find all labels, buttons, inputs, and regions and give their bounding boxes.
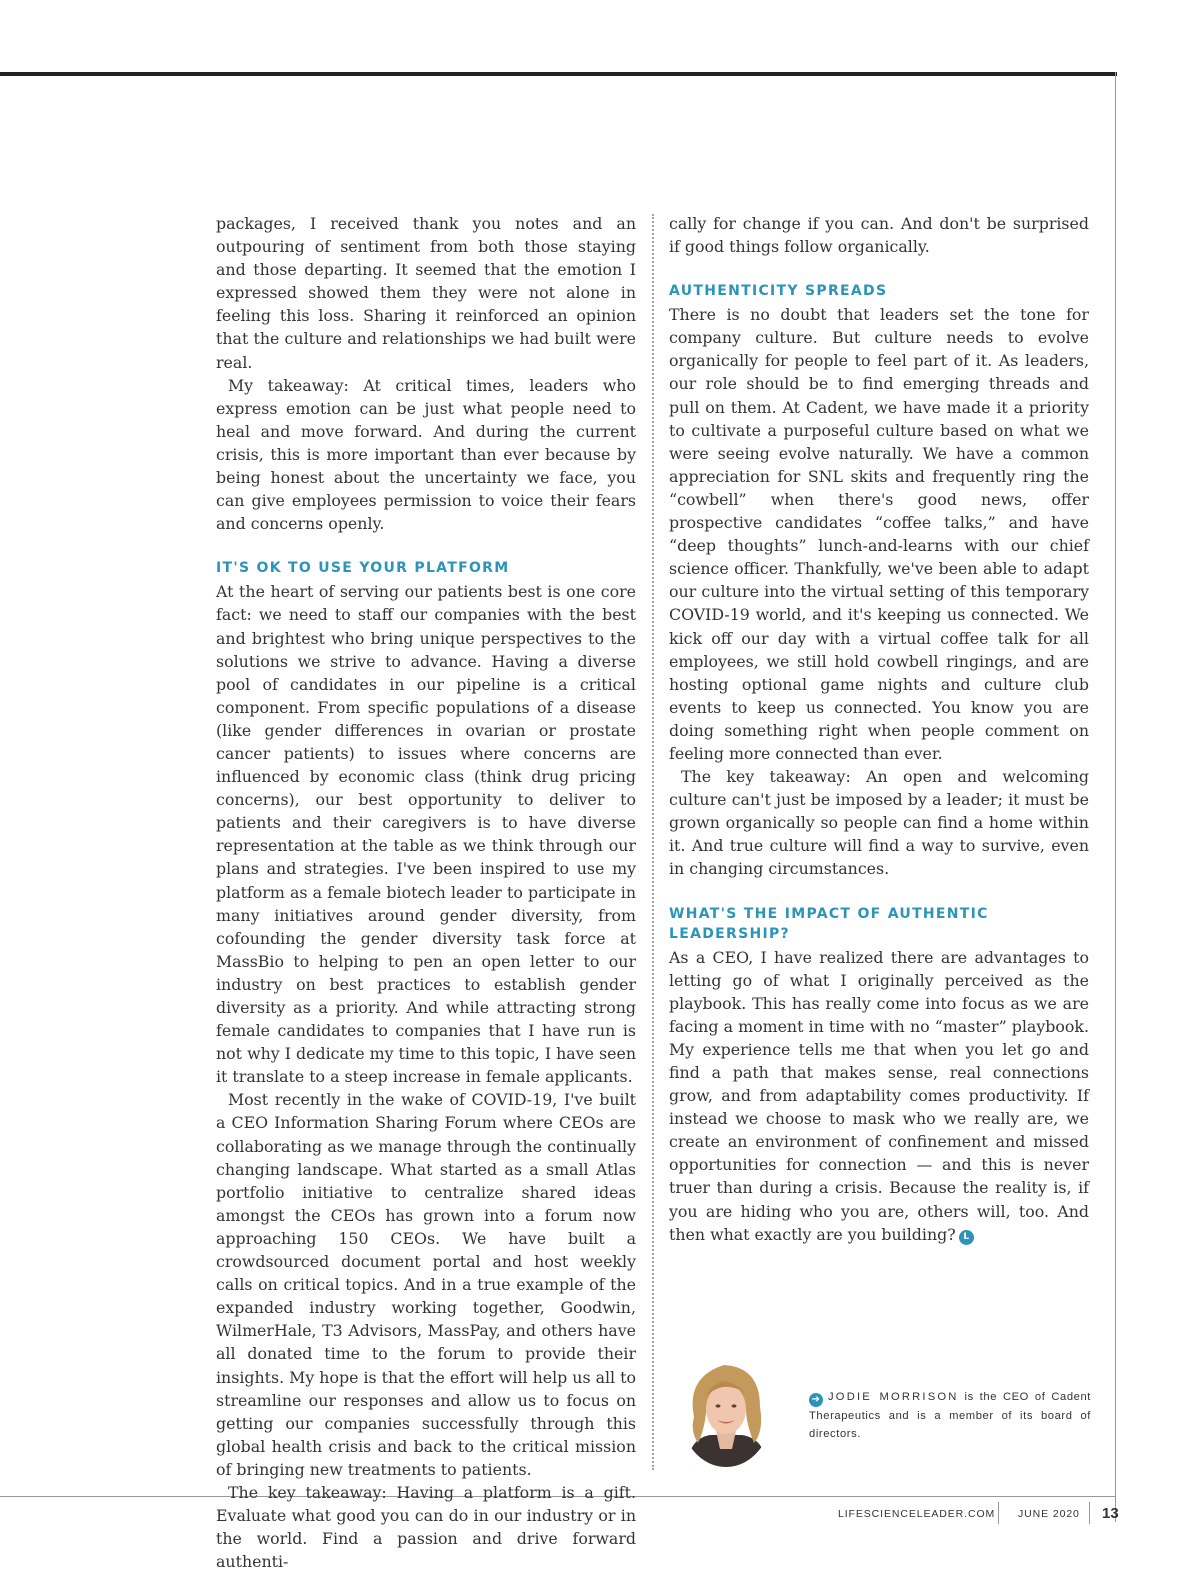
paragraph (669, 946, 1089, 1246)
page-footer (0, 1502, 1200, 1532)
paragraph: cally for change if you can. And don't be surprised if good things follow organically. (669, 214, 1089, 257)
section-heading: AUTHENTICITY SPREADS (669, 283, 888, 300)
article-column-left (216, 212, 636, 1573)
paragraph: At the heart of serving our patients best is one core fact: we need to staff our companies with the best and brightest who bring unique perspectives to the solutions we strive to advance. Having a diverse pool of candidates in our pipeline is a critical component. From specific populations of a disease (like gender differences in ovarian or prostate cancer patients) to issues where concerns are influenced by economic class (think drug pricing concerns), our best opportunity to deliver to patients and their caregivers is to have diverse representation at the table as we think through our plans and strategies. I've been inspired to use my platform as a female biotech leader to participate in many initiatives around gender diversity, from cofounding the gender diversity task force at MassBio to helping to pen an open letter to our industry on best practices to establish gender diversity as a priority. And while attracting strong female candidates to companies that I have run is not why I dedicate my time to this topic, I have seen it translate to a steep increase in female applicants. (216, 582, 636, 1087)
right-margin-rule (1115, 72, 1116, 1522)
footer-separator (1089, 1502, 1090, 1524)
author-bio (809, 1388, 1091, 1443)
footer-issue-date: JUNE 2020 (1018, 1508, 1080, 1520)
page-number: 13 (1102, 1505, 1119, 1522)
author-photo (680, 1357, 772, 1467)
footer-separator (998, 1502, 999, 1524)
arrow-right-icon: ➔ (809, 1393, 823, 1407)
paragraph: packages, I received thank you notes and an outpouring of sentiment from both those staying and those departing. It seemed that the emotion I expressed showed them they were not alone in feeling this loss. Sharing it reinforced an opinion that the culture and relationships we had built were real. (216, 214, 636, 372)
paragraph: Most recently in the wake of COVID-19, I've built a CEO Information Sharing Forum where CEOs are collaborating as we manage through the continually changing landscape. What started as a small Atlas portfolio initiative to centralize shared ideas amongst the CEOs has grown into a forum now approaching 150 CEOs. We have built a crowdsourced document portal and host weekly calls on critical topics. And in a true example of the expanded industry working together, Goodwin, WilmerHale, T3 Advisors, MassPay, and others have all donated time to the forum to provide their insights. My hope is that the effort will help us all to streamline our responses and allow us to focus on getting our companies successfully through this global health crisis and back to the critical mission of bringing new treatments to patients. (216, 1090, 636, 1479)
footer-site: LIFESCIENCELEADER.COM (838, 1508, 996, 1520)
section-heading: IT'S OK TO USE YOUR PLATFORM (216, 560, 510, 577)
paragraph: The key takeaway: Having a platform is a gift. Evaluate what good you can do in our industry or in the world. Find a passion and drive forward authenti- (216, 1482, 636, 1572)
section-heading: WHAT'S THE IMPACT OF AUTHENTIC LEADERSHIP? (669, 905, 989, 942)
end-of-article-icon: L (959, 1230, 974, 1245)
top-rule (0, 72, 1117, 76)
author-name: JODIE MORRISON (828, 1391, 959, 1403)
author-bio-text: is the CEO of Cadent Therapeutics and is a member of its board of directors. (809, 1391, 1092, 1440)
paragraph: The key takeaway: An open and welcoming culture can't just be imposed by a leader; it must be grown organically so people can find a home within it. And true culture will find a way to survive, even in changing circumstances. (669, 767, 1089, 879)
column-divider (652, 214, 654, 1470)
paragraph-text: As a CEO, I have realized there are advantages to letting go of what I originally perceived as the playbook. This has really come into focus as we are facing a moment in time with no “master” playbook. My experience tells me that when you let go and find a path that makes sense, real connections grow, and from adaptability comes productivity. If instead we choose to mask who we really are, we create an environment of confinement and missed opportunities for connection — and this is never truer than during a crisis. Because the reality is, if you are hiding who you are, others will, too. And then what exactly are you building? (669, 947, 1089, 1244)
article-column-right (669, 212, 1089, 1246)
paragraph: My takeaway: At critical times, leaders who express emotion can be just what people need to heal and move forward. And during the current crisis, this is more important than ever because by being honest about the uncertainty we face, you can give employees permission to voice their fears and concerns openly. (216, 375, 636, 534)
paragraph: There is no doubt that leaders set the tone for company culture. But culture needs to evolve organically for people to feel part of it. As leaders, our role should be to find emerging threads and pull on them. At Cadent, we have made it a priority to cultivate a purposeful culture based on what we were seeing evolve naturally. We have a common appreciation for SNL skits and frequently ring the “cowbell” when there's good news, offer prospective candidates “coffee talks,” and have “deep thoughts” lunch-and-learns with our chief science officer. Thankfully, we've been able to adapt our culture into the virtual setting of this temporary COVID-19 world, and it's keeping us connected. We kick off our day with a virtual coffee talk for all employees, we still hold cowbell ringings, and are hosting optional game nights and culture club events to keep us connected. You know you are doing something right when people comment on feeling more connected than ever. (669, 305, 1089, 763)
